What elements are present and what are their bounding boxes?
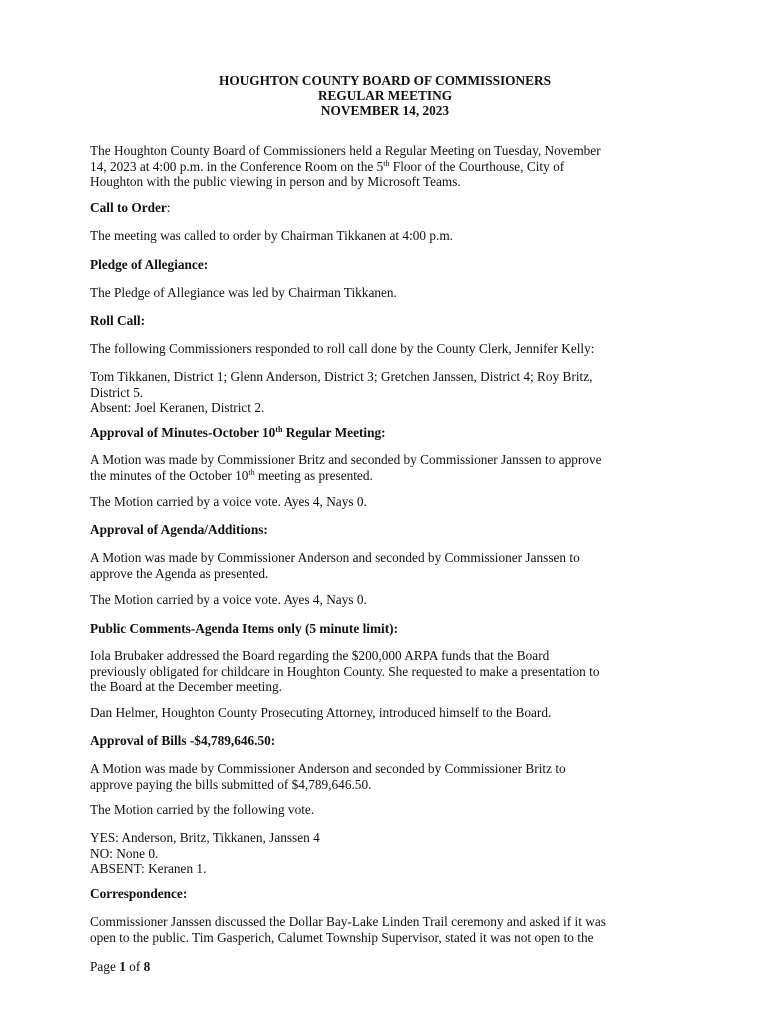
page-word: Page — [90, 959, 116, 974]
roll-call-text: The following Commissioners responded to roll call done by the County Clerk, Jennifer Kelly: — [90, 341, 595, 356]
absent-line: Absent: Joel Keranen, District 2. — [90, 400, 265, 415]
document-header — [0, 73, 770, 118]
vote-absent: ABSENT: Keranen 1. — [90, 861, 207, 876]
public-comments-helmer: Dan Helmer, Houghton County Prosecuting Attorney, introduced himself to the Board. — [90, 705, 552, 720]
motion-line: approve the Agenda as presented. — [90, 565, 269, 581]
motion-line: A Motion was made by Commissioner Britz and seconded by Commissioner Janssen to approve — [90, 452, 602, 467]
superscript: th — [383, 158, 390, 168]
header-title: HOUGHTON COUNTY BOARD OF COMMISSIONERS — [219, 73, 551, 88]
bills-vote-tally — [90, 830, 690, 877]
of-word: of — [129, 959, 141, 974]
agenda-motion — [90, 550, 690, 581]
superscript: th — [248, 467, 255, 477]
header-date: NOVEMBER 14, 2023 — [320, 103, 450, 118]
bills-heading: Approval of Bills -$4,789,646.50: — [90, 733, 276, 748]
bills-vote-intro: The Motion carried by the following vote. — [90, 802, 315, 817]
roll-call-present — [90, 369, 690, 416]
agenda-vote: The Motion carried by a voice vote. Ayes 4, Nays 0. — [90, 592, 367, 607]
comment-line: the Board at the December meeting. — [90, 679, 282, 694]
bills-motion — [90, 761, 690, 792]
vote-no: NO: None 0. — [90, 845, 159, 861]
total-pages: 8 — [143, 959, 151, 974]
vote-yes: YES: Anderson, Britz, Tikkanen, Janssen 4 — [90, 830, 320, 845]
roll-call-heading: Roll Call: — [90, 313, 146, 328]
intro-paragraph — [90, 143, 690, 190]
minutes-vote: The Motion carried by a voice vote. Ayes 4, Nays 0. — [90, 494, 367, 509]
heading-text: Approval of Minutes-October 10 — [90, 425, 276, 440]
heading-text: Regular Meeting: — [282, 425, 386, 440]
pledge-text: The Pledge of Allegiance was led by Chairman Tikkanen. — [90, 285, 397, 300]
header-meeting-type: REGULAR MEETING — [317, 88, 453, 103]
minutes-heading — [90, 425, 690, 441]
motion-text: meeting as presented. — [254, 467, 373, 483]
heading-text: Call to Order — [90, 200, 167, 215]
intro-line: Houghton with the public viewing in person and by Microsoft Teams. — [90, 174, 461, 189]
motion-text: the minutes of the October 10 — [90, 467, 249, 483]
correspondence-line: open to the public. Tim Gasperich, Calumet Township Supervisor, stated it was not open to the — [90, 929, 594, 945]
correspondence-text — [90, 914, 690, 945]
motion-line: A Motion was made by Commissioner Anderson and seconded by Commissioner Britz to — [90, 761, 566, 776]
motion-line: A Motion was made by Commissioner Anderson and seconded by Commissioner Janssen to — [90, 550, 580, 565]
intro-line — [90, 159, 690, 175]
comment-line: previously obligated for childcare in Houghton County. She requested to make a presentation to — [90, 663, 600, 679]
call-to-order-text: The meeting was called to order by Chairman Tikkanen at 4:00 p.m. — [90, 228, 454, 243]
public-comments-heading: Public Comments-Agenda Items only (5 minute limit): — [90, 621, 399, 636]
comment-line: Iola Brubaker addressed the Board regarding the $200,000 ARPA funds that the Board — [90, 648, 550, 663]
intro-text: 14, 2023 at 4:00 p.m. in the Conference Room on the 5 — [90, 158, 384, 174]
motion-line — [90, 468, 690, 484]
present-line: District 5. — [90, 384, 144, 400]
intro-text: Floor of the Courthouse, City of — [389, 158, 565, 174]
correspondence-heading: Correspondence: — [90, 886, 188, 901]
heading-colon: : — [166, 200, 171, 215]
page-number — [90, 959, 150, 975]
current-page: 1 — [119, 959, 126, 974]
call-to-order-heading — [90, 200, 690, 216]
present-line: Tom Tikkanen, District 1; Glenn Anderson, District 3; Gretchen Janssen, District 4; Roy Britz, — [90, 369, 593, 384]
agenda-heading: Approval of Agenda/Additions: — [90, 522, 268, 537]
superscript: th — [275, 425, 283, 434]
minutes-motion — [90, 452, 690, 483]
public-comments-paragraph — [90, 648, 690, 695]
pledge-heading: Pledge of Allegiance: — [90, 257, 209, 272]
motion-line: approve paying the bills submitted of $4,789,646.50. — [90, 776, 372, 792]
intro-line: The Houghton County Board of Commissioners held a Regular Meeting on Tuesday, November — [90, 143, 601, 158]
correspondence-line: Commissioner Janssen discussed the Dollar Bay-Lake Linden Trail ceremony and asked if it was — [90, 914, 606, 929]
